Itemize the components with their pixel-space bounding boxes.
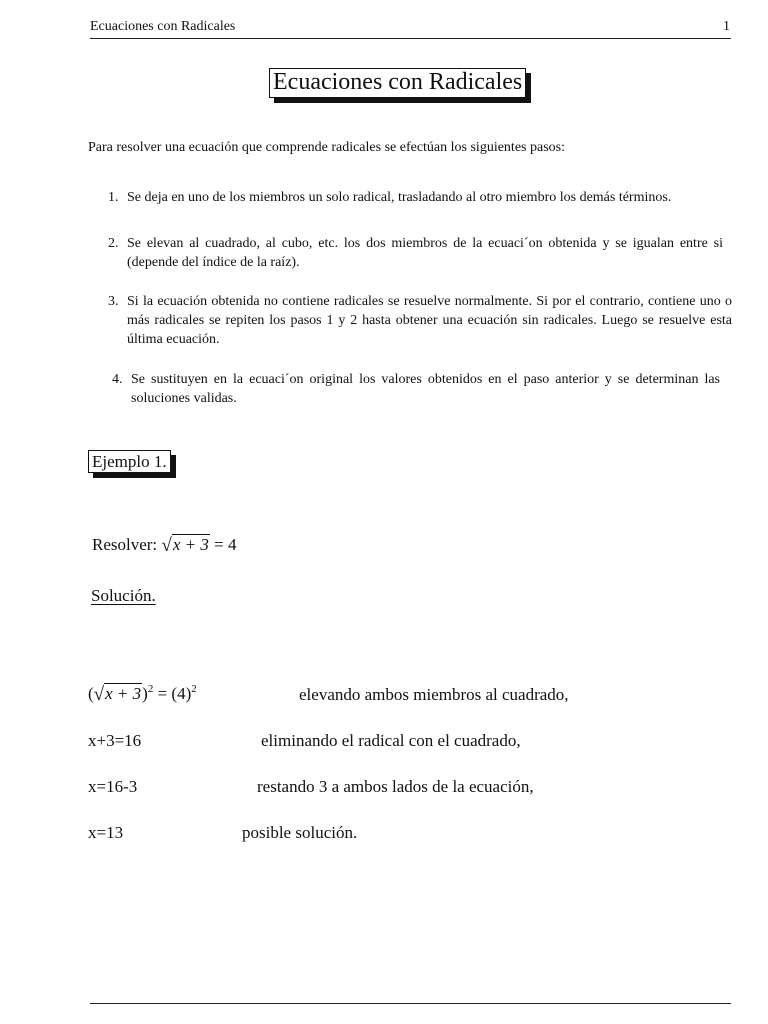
square-root: √x + 3: [161, 535, 209, 556]
step-text: Se deja en uno de los miembros un solo radical, trasladando al otro miembro los demás términos.: [127, 190, 672, 205]
step-comment: restando 3 a ambos lados de la ecuación,: [257, 777, 534, 796]
step-item: [108, 188, 738, 207]
problem-label: Resolver:: [92, 535, 158, 554]
step-text: Se elevan al cuadrado, al cubo, etc. los dos miembros de la ecuaci´on obtenida y se igualan entre si (depende del índice de la raíz).: [127, 236, 723, 270]
equation-squared: $(√x + 3)^2 = (4)^2$: [88, 683, 197, 705]
step-item: [108, 234, 723, 272]
step-comment: posible solución.: [242, 823, 358, 842]
equation-line: x=16-3: [88, 777, 138, 796]
running-header-title: Ecuaciones con Radicales: [90, 19, 236, 34]
step-number: 3.: [108, 294, 119, 309]
problem-statement: [92, 535, 236, 557]
step-comment: elevando ambos miembros al cuadrado,: [299, 685, 569, 704]
step-text: Si la ecuación obtenida no contiene radicales se resuelve normalmente. Si por el contrario, contiene uno o más radicales se repiten los pasos 1 y 2 hasta obtener una ecuación sin radicales. Luego se resuelve esta última ecuación.: [127, 294, 732, 347]
page-number: 1: [723, 19, 730, 34]
step-number: 4.: [112, 372, 123, 387]
intro-paragraph: Para resolver una ecuación que comprende radicales se efectúan los siguientes pasos:: [88, 140, 565, 155]
square-root: √x + 3: [93, 684, 142, 705]
step-item: [112, 370, 720, 408]
solution-label: Solución.: [91, 586, 156, 605]
header-rule: [90, 38, 731, 39]
step-comment: eliminando el radical con el cuadrado,: [261, 731, 521, 750]
step-text: Se sustituyen en la ecuaci´on original los valores obtenidos en el paso anterior y se determinan las soluciones validas.: [131, 372, 720, 406]
problem-rhs: = 4: [214, 535, 237, 554]
equation-line: x+3=16: [88, 731, 142, 750]
footer-rule: [90, 1003, 731, 1004]
step-number: 2.: [108, 236, 119, 251]
example-title: Ejemplo 1.: [88, 450, 171, 473]
step-item: [108, 292, 732, 349]
page-title: Ecuaciones con Radicales: [269, 68, 526, 98]
problem-radicand: x + 3: [172, 535, 209, 554]
step-number: 1.: [108, 190, 119, 205]
equation-line: x=13: [88, 823, 124, 842]
